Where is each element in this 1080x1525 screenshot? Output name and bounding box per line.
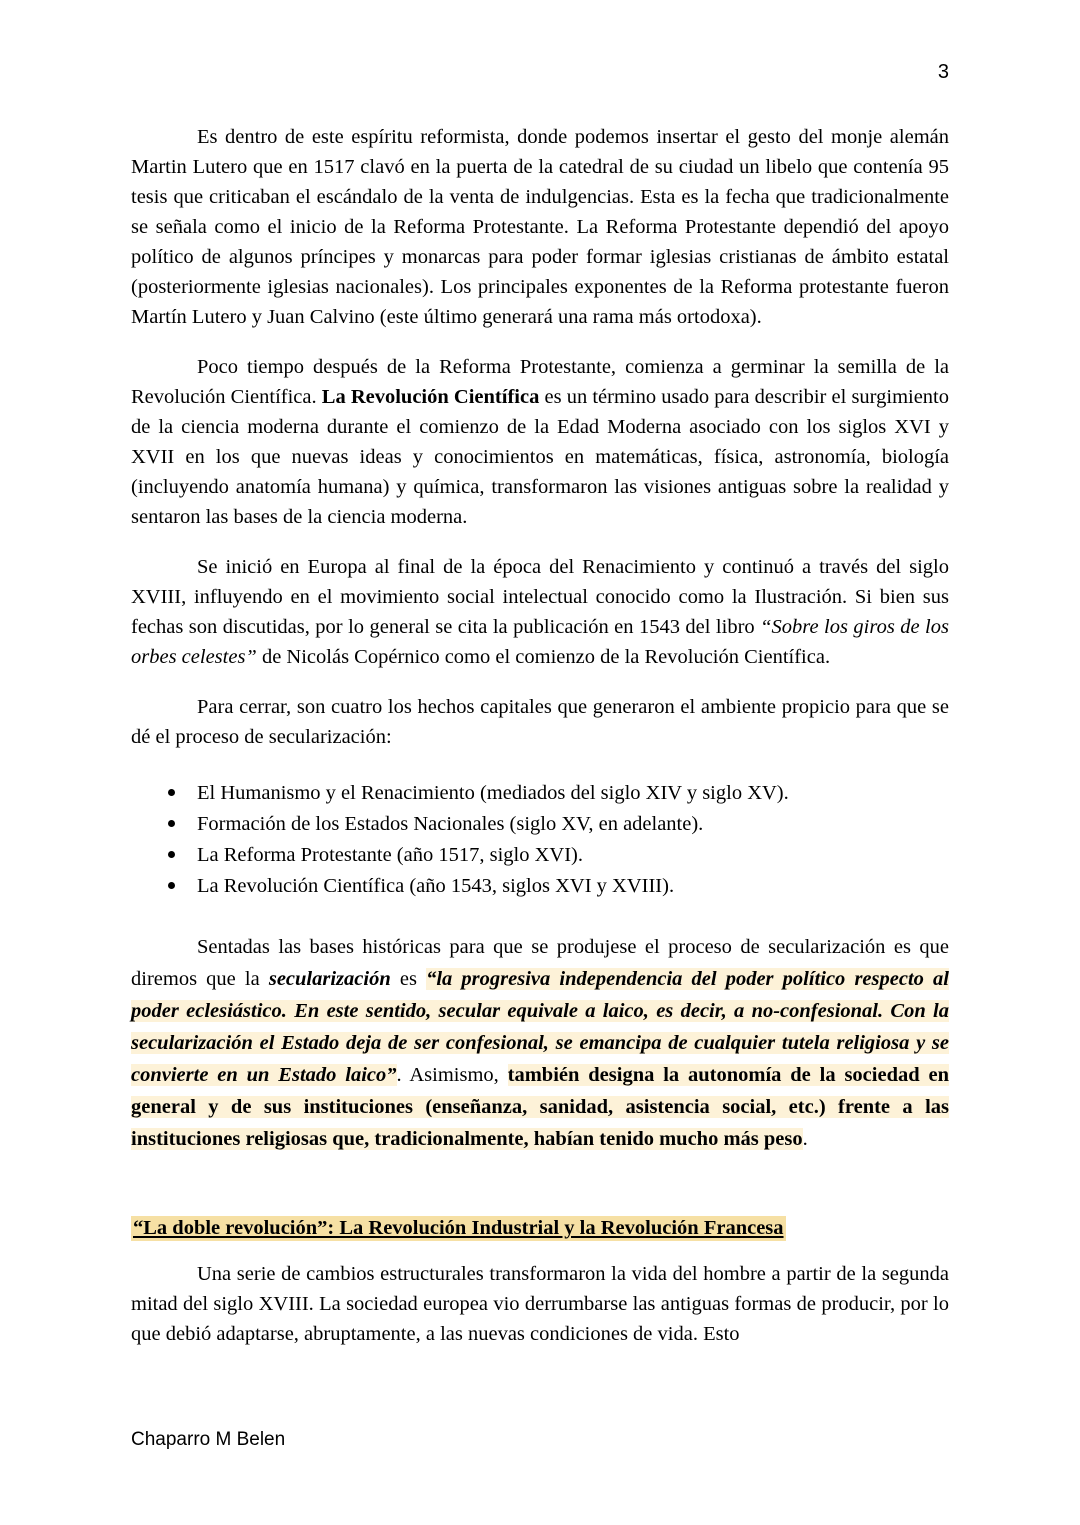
paragraph-text: Es dentro de este espíritu reformista, donde podemos insertar el gesto del monje alemán Martin Lutero que en 1517 clavó en la puerta de la catedral de su ciudad un libelo que contenía 95 tesis que criticaban el escándalo de la venta de indulgencias. Esta es la fecha que tradicionalmente se señala como el inicio de la Reforma Protestante. La Reforma Protestante dependió del apoyo político de algunos príncipes y monarcas para poder formar iglesias cristianas de ámbito estatal (posteriormente iglesias nacionales). Los principales exponentes de la Reforma protestante fueron Martín Lutero y Juan Calvino (este último generará una rama más ortodoxa). <box>131 126 949 328</box>
bullet-point-icon <box>168 882 175 889</box>
footer-author: Chaparro M Belen <box>131 1429 286 1450</box>
list-item-label: La Revolución Científica (año 1543, siglos XVI y XVIII). <box>197 875 675 897</box>
paragraph-text-lead: Poco tiempo después de la Reforma Protestante, comienza a germinar la semilla de la Revolución Científica. <box>131 356 949 408</box>
paragraph-asimismo: . Asimismo, <box>396 1064 508 1086</box>
paragraph-cuatro-hechos-intro <box>131 692 949 752</box>
paragraph-revolucion-cientifica <box>131 352 949 532</box>
book-title-sobre-los-giros: “Sobre los giros de los orbes celestes” <box>131 616 949 668</box>
bullet-point-icon <box>168 820 175 827</box>
paragraph-text-lead: Se inició en Europa al final de la época del Renacimiento y continuó a través del siglo XVIII, influyendo en el movimiento social intelectual conocido como la Ilustración. Si bien sus fechas son discutidas, por lo general se cita la publicación en 1543 del libro <box>131 556 949 638</box>
paragraph-connector: es <box>390 968 427 990</box>
page-number: 3 <box>937 61 949 83</box>
paragraph-text-tail: es un término usado para describir el surgimiento de la ciencia moderna durante el comienzo de la Edad Moderna asociado con los siglos XVI y XVII en los que nuevas ideas y conocimientos en matemáticas, física, astronomía, biología (incluyendo anatomía humana) y química, transformaron las visiones antiguas sobre la realidad y sentaron las bases de la ciencia moderna. <box>131 386 950 528</box>
paragraph-text-lead: Sentadas las bases históricas para que se produjese el proceso de secularización es que diremos que la <box>131 936 949 990</box>
list-item-label: Formación de los Estados Nacionales (siglo XV, en adelante). <box>197 813 704 835</box>
paragraph-text: Para cerrar, son cuatro los hechos capitales que generaron el ambiente propicio para que se dé el proceso de secularización: <box>131 696 949 748</box>
list-item-label: El Humanismo y el Renacimiento (mediados del siglo XIV y siglo XV). <box>197 782 789 804</box>
paragraph-copernico <box>131 552 949 672</box>
paragraph-text: Una serie de cambios estructurales transformaron la vida del hombre a partir de la segunda mitad del siglo XVIII. La sociedad europea vio derrumbarse las antiguas formas de producir, por lo que debió adaptarse, abruptamente, a las nuevas condiciones de vida. Esto <box>131 1263 949 1345</box>
paragraph-final-period: . <box>802 1128 808 1150</box>
list-item <box>131 840 949 870</box>
emphasis-secularizacion: secularización <box>268 968 391 990</box>
section-heading-doble-revolucion <box>131 1213 949 1243</box>
paragraph-text-tail: de Nicolás Copérnico como el comienzo de la Revolución Científica. <box>256 646 831 668</box>
paragraph-secularizacion-definicion <box>131 931 949 1155</box>
paragraph-cambios-estructurales <box>131 1259 949 1349</box>
list-item-label: La Reforma Protestante (año 1517, siglo XVI). <box>197 844 583 866</box>
list-item <box>131 871 949 901</box>
list-item <box>131 809 949 839</box>
section-heading-label: “La doble revolución”: La Revolución Industrial y la Revolución Francesa <box>133 1217 784 1239</box>
list-item <box>131 778 949 808</box>
hechos-capitales-list <box>131 778 949 901</box>
emphasis-revolucion-cientifica: La Revolución Científica <box>321 386 540 408</box>
bullet-point-icon <box>168 789 175 796</box>
document-body <box>131 122 949 1369</box>
bullet-point-icon <box>168 851 175 858</box>
paragraph-reforma-protestante <box>131 122 949 332</box>
highlighted-quote-secularizacion: “la progresiva independencia del poder político respecto al poder eclesiástico. En este sentido, secular equivale a laico, es decir, a no-confesional. Con la secularización el Estado deja de ser confesional, se emancipa de cualquier tutela religiosa y se convierte en un Estado laico” <box>131 968 949 1086</box>
highlighted-autonomia-sociedad: también designa la autonomía de la sociedad en general y de sus instituciones (enseñanza, sanidad, asistencia social, etc.) frente a las instituciones religiosas que, tradicionalmente, habían tenido mucho más peso <box>131 1064 949 1150</box>
